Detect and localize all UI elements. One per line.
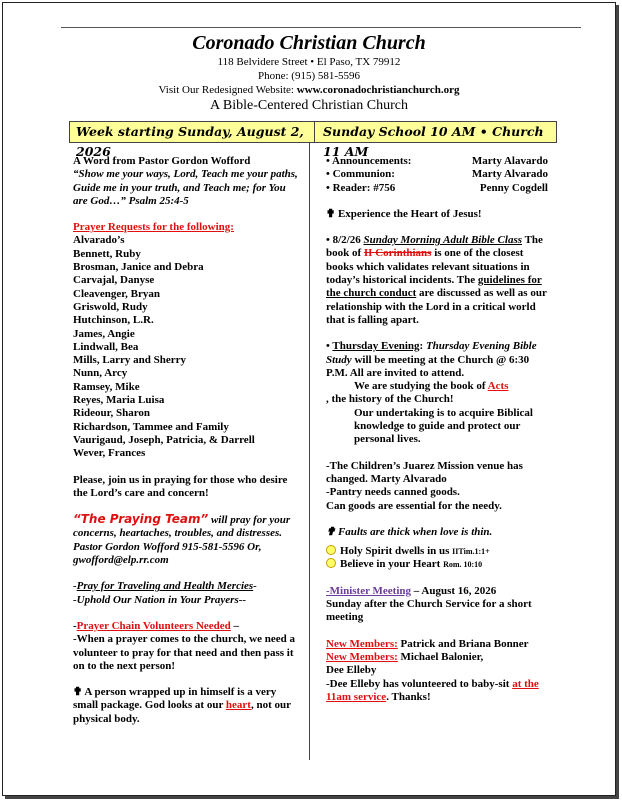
juarez-text: -The Children’s Juarez Mission venue has changed. Marty Alvarado <box>326 459 523 485</box>
role-row: • Communion: Marty Alvarado <box>326 168 548 181</box>
prayer-list <box>73 234 299 460</box>
cross-icon: ✟ <box>73 686 83 699</box>
cross-icon: ✟ <box>326 207 336 220</box>
role-row: • Reader: #756 Penny Cogdell <box>326 181 548 194</box>
new-members-1: New Members: Patrick and Briana Bonner <box>326 637 529 650</box>
header <box>3 31 615 114</box>
list-item: Ramsey, Mike <box>73 380 140 393</box>
address: 118 Belvidere Street • El Paso, TX 79912 <box>217 56 401 68</box>
schedule-banner <box>69 121 557 159</box>
studying-line: We are studying the book of Acts <box>354 380 509 393</box>
heart-word: heart <box>225 699 251 712</box>
believe-line: Believe in your Heart Rom. 10:10 <box>326 558 548 571</box>
list-item: Brosman, Janice and Debra <box>73 261 204 274</box>
cans-text: Can goods are essential for the needy. <box>326 499 502 512</box>
list-item: Reyes, Maria Luisa <box>73 394 165 407</box>
book-name: II Corinthians <box>363 247 432 260</box>
chain-heading: Prayer Chain Volunteers Needed <box>76 619 231 632</box>
list-item: Nunn, Arcy <box>73 367 128 380</box>
nation-line: -Uphold Our Nation in Your Prayers-- <box>73 593 247 606</box>
thursday-block: • Thursday Evening: Thursday Evening Bible Study will be meeting at the Church @ 6:30 P.M. All are invited to attend. <box>326 340 537 379</box>
minister-line: -Minister Meeting – August 16, 2026 <box>326 584 497 597</box>
website-link[interactable]: www.coronadochristianchurch.org <box>296 84 460 96</box>
list-item: James, Angie <box>73 327 135 340</box>
list-item: Rideour, Sharon <box>73 407 151 420</box>
week-label: Week starting Sunday, August 2, 2026 <box>70 122 315 142</box>
faults-line: ✟ Faults are thick when love is thin. <box>326 525 493 538</box>
left-column <box>73 155 299 726</box>
praying-team-title: “The Praying Team” <box>73 512 209 527</box>
list-item: Carvajal, Danyse <box>73 274 155 287</box>
praying-team-text: will pray for your concerns, heartaches, troubles, and distresses. Pastor Gordon Wofford 915-581-5596 Or, gwofford@elp.rr.com <box>73 514 291 567</box>
join-text: Please, join us in praying for those who desire the Lord’s care and concern! <box>73 473 288 499</box>
dee-line: Dee Elleby <box>326 664 377 677</box>
guidelines: guidelines for the church conduct <box>326 274 542 300</box>
chain-text: -When a prayer comes to the church, we need a volunteer to pray for that need and then pass it on to the next person! <box>73 633 296 672</box>
cross-icon: ✟ <box>326 525 336 538</box>
list-item: Hutchinson, L.R. <box>73 314 154 327</box>
service-times: Sunday School 10 AM • Church 11 AM <box>323 124 544 159</box>
class-title: Sunday Morning Adult Bible Class <box>363 234 523 247</box>
list-item: Wever, Frances <box>73 447 146 460</box>
right-column <box>326 155 548 704</box>
list-item: Bennett, Ruby <box>73 247 141 260</box>
scripture-verse: “Show me your ways, Lord, Teach me your paths, Guide me in your truth, and Teach me; for You are God…” Psalm 25:4-5 <box>73 168 298 207</box>
travel-line: -Pray for Traveling and Health Mercies- <box>73 580 257 593</box>
list-item: Vaurigaud, Joseph, Patricia, & Darrell <box>73 433 255 446</box>
list-item: Lindwall, Bea <box>73 340 139 353</box>
prayer-heading: Prayer Requests for the following: <box>73 221 234 234</box>
role-row: • Announcements: Marty Alavardo <box>326 155 548 167</box>
chain-heading-line: -Prayer Chain Volunteers Needed – <box>73 619 240 632</box>
top-rule <box>61 27 581 28</box>
acts-word: Acts <box>487 380 509 393</box>
tagline: A Bible-Centered Christian Church <box>210 98 408 113</box>
list-item: Richardson, Tammee and Family <box>73 420 229 433</box>
pantry-text: -Pantry needs canned goods. <box>326 486 460 499</box>
pastor-heading: A Word from Pastor Gordon Wofford <box>73 155 251 167</box>
minister-label: -Minister Meeting <box>326 584 412 597</box>
website-line <box>3 83 615 97</box>
travel-text: Pray for Traveling and Health Mercies <box>76 580 254 593</box>
bulletin-page <box>2 2 616 796</box>
praying-team-block <box>73 513 299 567</box>
website-label: Visit Our Redesigned Website: <box>158 84 294 96</box>
phone: Phone: (915) 581-5596 <box>257 70 361 82</box>
list-item: Alvarado’s <box>73 234 125 247</box>
bullet-icon <box>326 558 336 568</box>
church-name: Coronado Christian Church <box>192 32 426 54</box>
history-line: , the history of the Church! <box>326 393 454 406</box>
list-item: Griswold, Rudy <box>73 300 148 313</box>
bullet-icon <box>326 545 336 555</box>
minister-text: Sunday after the Church Service for a short meeting <box>326 598 532 624</box>
list-item: Cleavenger, Bryan <box>73 287 160 300</box>
wrapped-text: ✟ A person wrapped up in himself is a very small package. God looks at our heart, not our physical body. <box>73 686 291 725</box>
spirit-line: Holy Spirit dwells in us IITim.1:1+ <box>326 545 548 558</box>
undertaking-text: Our undertaking is to acquire Biblical knowledge to guide and protect our personal lives. <box>354 406 533 446</box>
babysit-line: -Dee Elleby has volunteered to baby-sit at the 11am service. Thanks! <box>326 677 539 703</box>
new-members-2: New Members: Michael Balonier, <box>326 650 484 663</box>
list-item: Mills, Larry and Sherry <box>73 354 187 367</box>
bible-class-block: • 8/2/26 Sunday Morning Adult Bible Class The book of II Corinthians is one of the closest books which validates relevant situations in today’s historical incidents. The guidelines for the church conduct are discussed as well as our relationship with the Lord in a critical world that is falling apart. <box>326 234 547 326</box>
column-divider <box>309 142 310 760</box>
experience-line: ✟ Experience the Heart of Jesus! <box>326 207 482 220</box>
